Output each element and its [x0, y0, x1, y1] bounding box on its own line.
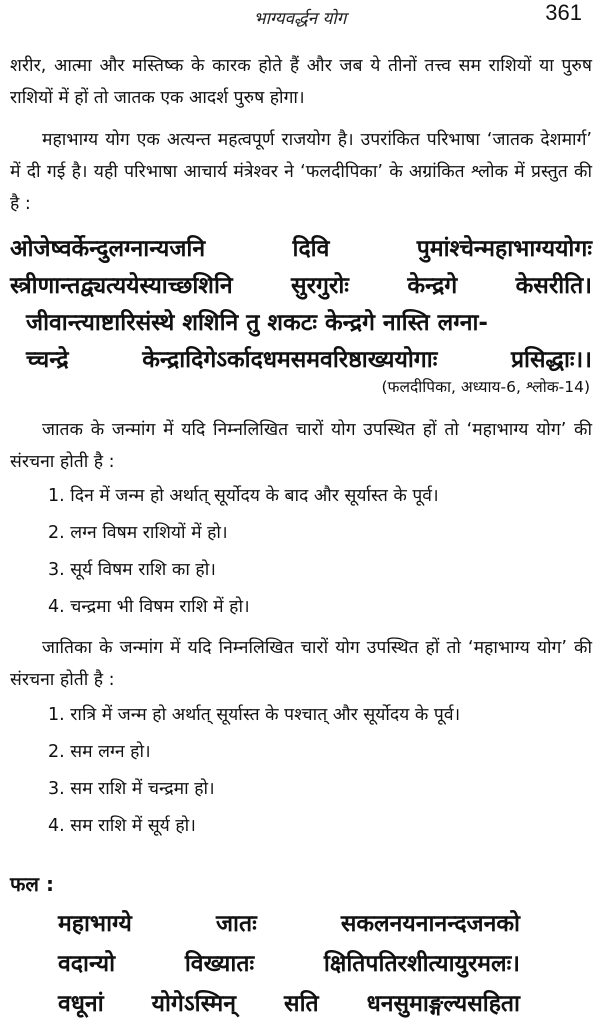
shloka-phaladeepika — [10, 231, 592, 379]
list-item: 3. सूर्य विषम राशि का हो। — [48, 560, 216, 580]
list-item: 3. सम राशि में चन्द्रमा हो। — [48, 779, 215, 799]
shloka-line — [10, 268, 592, 305]
shloka-line — [10, 231, 592, 268]
list-item: 2. लग्न विषम राशियों में हो। — [48, 523, 228, 543]
list-item: 4. सम राशि में सूर्य हो। — [48, 816, 196, 836]
shloka-word: धनसुमाङ्गल्यसहिता — [366, 991, 520, 1017]
shloka-citation: (फलदीपिका, अध्याय-6, श्लोक-14) — [381, 378, 590, 396]
shloka-word: पुमांश्चेन्महाभाग्ययोगः — [416, 236, 592, 262]
shloka-word: योगेऽस्मिन् — [151, 991, 237, 1017]
shloka-line — [10, 342, 592, 379]
shloka-word: वधूनां — [58, 991, 104, 1017]
shloka-word: विख्यातः — [184, 951, 255, 977]
list-item: 2. सम लग्न हो। — [48, 742, 151, 762]
shloka-word: केन्द्रादिगेऽर्कादधमसमवरिष्ठाख्ययोगाः — [142, 347, 438, 373]
shloka-line — [58, 984, 520, 1024]
shloka-word: वदान्यो — [58, 951, 116, 977]
shloka-word: क्षितिपतिरशीत्यायुरमलः। — [323, 951, 520, 977]
shloka-word: जीवान्त्याष्टारिसंस्थे शशिनि तु शकटः केन्द्रगे नास्ति लग्ना- — [26, 310, 488, 336]
shloka-line — [58, 944, 520, 984]
list-item: 4. चन्द्रमा भी विषम राशि में हो। — [48, 597, 250, 617]
female-conditions-list — [48, 701, 588, 849]
shloka-word: ओजेष्वर्केन्दुलग्नान्यजनि — [10, 236, 206, 262]
shloka-word: केसरीति। — [515, 273, 592, 299]
shloka-word: सति — [284, 991, 319, 1017]
shloka-word: केन्द्रगे — [407, 273, 458, 299]
male-conditions-list — [48, 482, 588, 630]
shloka-word: सकलनयनानन्दजनको — [340, 911, 520, 937]
shloka-line — [58, 904, 520, 944]
paragraph-male-conditions-intro: जातक के जन्मांग में यदि निम्नलिखित चारों योग उपस्थित हों तो ‘महाभाग्य योग’ की संरचना होती है : — [10, 420, 592, 472]
paragraph-intro: शरीर, आत्मा और मस्तिष्क के कारक होते हैं और जब ये तीनों तत्त्व सम राशियों या पुरुष राशियों में हों तो जातक एक आदर्श पुरुष होगा। — [10, 56, 592, 108]
shloka-word: सुरगुरोः — [291, 273, 349, 299]
list-item: 1. दिन में जन्म हो अर्थात् सूर्योदय के बाद और सूर्यास्त के पूर्व। — [48, 486, 439, 506]
shloka-phal — [58, 904, 520, 1024]
shloka-word: महाभाग्ये — [58, 911, 132, 937]
shloka-word: स्त्रीणान्तद्व्यत्ययेस्याच्छशिनि — [10, 273, 233, 299]
list-item: 1. रात्रि में जन्म हो अर्थात् सूर्यास्त के पश्चात् और सूर्योदय के पूर्व। — [48, 705, 461, 725]
page-number: 361 — [545, 0, 582, 25]
shloka-word: जातः — [215, 911, 257, 937]
running-title: भाग्यवर्द्धन योग — [253, 9, 347, 29]
shloka-line — [10, 305, 592, 342]
shloka-word: प्रसिद्धाः।। — [510, 347, 592, 373]
shloka-word: दिवि — [292, 236, 330, 262]
paragraph-mahabhagya-definition: महाभाग्य योग एक अत्यन्त महत्वपूर्ण राजयोग है। उपरांकित परिभाषा ‘जातक देशमार्ग’ में दी गई है। यही परिभाषा आचार्य मंत्रेश्वर ने ‘फलदीपिका’ के अग्रांकित श्लोक में प्रस्तुत की है : — [10, 130, 592, 214]
phal-heading: फल : — [10, 872, 54, 896]
shloka-word: च्चन्द्रे — [26, 347, 69, 373]
paragraph-female-conditions-intro: जातिका के जन्मांग में यदि निम्नलिखित चारों योग उपस्थित हों तो ‘महाभाग्य योग’ की संरचना होती है : — [10, 638, 592, 690]
